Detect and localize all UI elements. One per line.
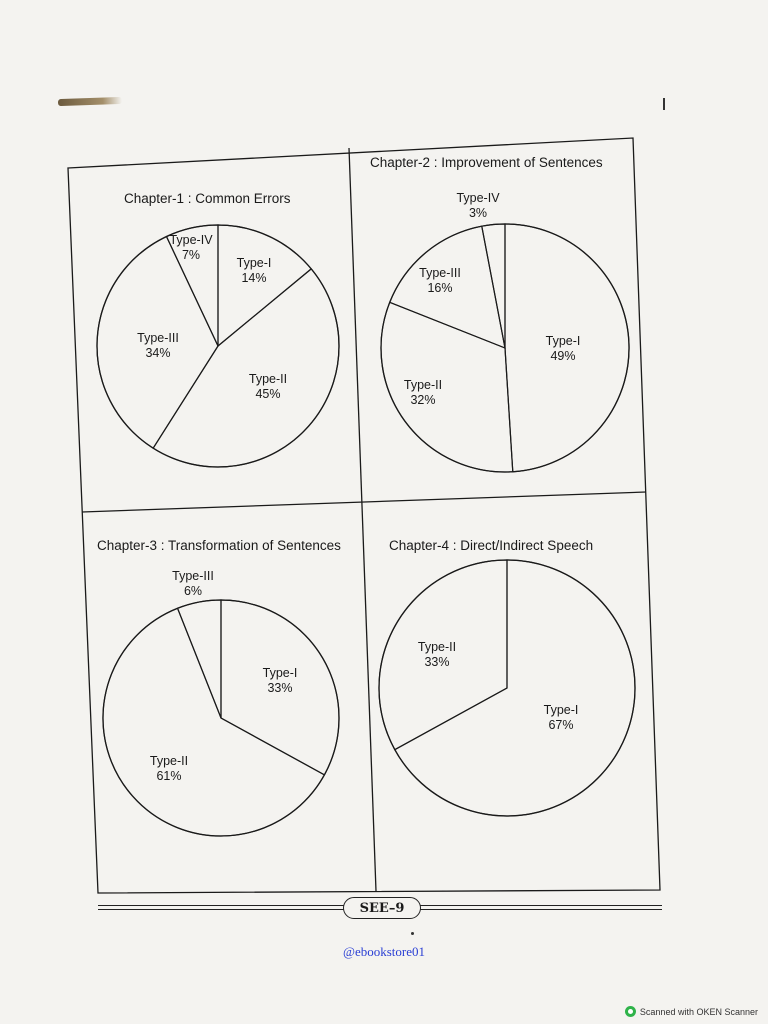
slice-percent: 61%: [156, 769, 182, 783]
slice-percent: 16%: [427, 281, 453, 295]
chart-1-label-type-iii: [137, 331, 179, 361]
slice-category: Type-III: [172, 569, 214, 583]
chart-1-slice-type-ii: [153, 269, 339, 467]
slice-percent: 33%: [267, 681, 293, 695]
chart-3-slice-type-ii: [103, 608, 324, 836]
chart-3-slice-type-iii: [178, 600, 221, 718]
credit-link[interactable]: @ebookstore01: [342, 944, 425, 959]
scanner-watermark: [625, 1006, 758, 1017]
slice-category: Type-IV: [169, 233, 213, 247]
chart-4-label-type-ii: [418, 640, 456, 670]
slice-percent: 6%: [183, 584, 203, 598]
chart-1-label-type-iv: [169, 233, 212, 263]
chart-2-label-type-i: [546, 334, 581, 364]
page-number-badge: SEE–9: [343, 897, 421, 919]
slice-category: Type-II: [248, 372, 288, 386]
slice-category: Type-I: [545, 334, 581, 348]
slice-percent: 3%: [468, 206, 488, 220]
chart-2-slice-type-ii: [381, 302, 513, 472]
slice-category: Type-I: [262, 666, 298, 680]
chart-2-label-type-iii: [419, 266, 461, 296]
horizontal-divider: [82, 492, 646, 512]
chart-4-label-type-i: [544, 703, 579, 733]
chart-3-label-type-i: [263, 666, 298, 696]
scanner-icon: [625, 1006, 636, 1017]
slice-percent: 33%: [424, 655, 450, 669]
chart-3-label-type-ii: [150, 754, 188, 784]
page-dot: [411, 932, 414, 935]
vertical-divider: [349, 148, 376, 891]
chart-3-title: Chapter-3 : Transformation of Sentences: [97, 538, 341, 553]
slice-category: Type-IV: [456, 191, 500, 205]
chart-1-label-type-ii: [249, 372, 287, 402]
slice-category: Type-III: [419, 266, 461, 280]
slice-percent: 45%: [255, 387, 281, 401]
slice-percent: 14%: [241, 271, 267, 285]
chart-4-title: Chapter-4 : Direct/Indirect Speech: [389, 538, 594, 553]
chart-4-slice-type-i: [395, 560, 635, 816]
chart-2-slice-type-iv: [482, 224, 505, 348]
slice-percent: 32%: [410, 393, 436, 407]
chart-2-label-type-iv: [456, 191, 499, 221]
chart-2-label-type-ii: [404, 378, 442, 408]
slice-percent: 67%: [548, 718, 574, 732]
chart-1-label-type-i: [237, 256, 272, 286]
slice-percent: 49%: [550, 349, 576, 363]
slice-percent: 34%: [145, 346, 171, 360]
slice-percent: 7%: [181, 248, 201, 262]
slice-category: Type-II: [417, 640, 457, 654]
slice-category: Type-I: [236, 256, 272, 270]
scanner-text: Scanned with OKEN Scanner: [639, 1006, 758, 1017]
chart-2-title: Chapter-2 : Improvement of Sentences: [370, 155, 603, 170]
slice-category: Type-I: [543, 703, 579, 717]
slice-category: Type-II: [149, 754, 189, 768]
slice-category: Type-III: [137, 331, 179, 345]
chart-1-title: Chapter-1 : Common Errors: [124, 191, 291, 206]
slice-category: Type-II: [403, 378, 443, 392]
chart-3-label-type-iii: [172, 569, 214, 599]
